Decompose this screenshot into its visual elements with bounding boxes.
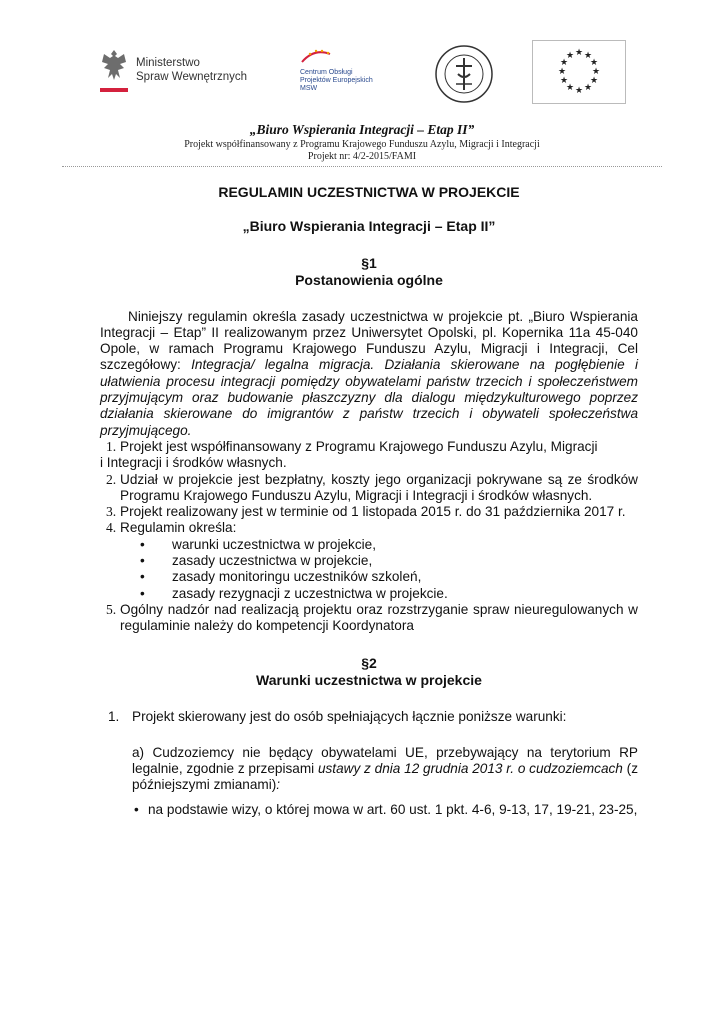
- condition-a-paragraph: [100, 745, 638, 794]
- svg-text:★: ★: [583, 83, 593, 93]
- flag-stripe: [100, 88, 128, 92]
- bullet-icon: •: [140, 585, 145, 601]
- svg-text:★: ★: [574, 86, 584, 96]
- list-item: [100, 439, 638, 455]
- centrum-line3: MSW: [300, 85, 318, 92]
- bullet-item: [100, 586, 638, 602]
- item-text: Ogólny nadzór nad realizacją projektu oraz rozstrzyganie spraw nieuregulowanych w regulaminie należy do kompetencji Koordynatora: [120, 601, 638, 634]
- bullet-icon: •: [134, 801, 139, 817]
- centrum-line2: Projektów Europejskich: [300, 77, 373, 84]
- item-continuation: i Integracji i środków własnych.: [100, 455, 287, 471]
- bullet-icon: •: [140, 569, 145, 585]
- condition-a-colon: :: [276, 777, 281, 793]
- bullet-text: na podstawie wizy, o której mowa w art. 60 ust. 1 pkt. 4-6, 9-13, 17, 19-21, 23-25,: [148, 801, 638, 817]
- bullet-text: zasady monitoringu uczestników szkoleń,: [172, 569, 422, 585]
- list-item: [100, 504, 638, 520]
- numbered-list: [100, 439, 638, 635]
- project-number: Projekt nr: 4/2-2015/FAMI: [307, 151, 417, 162]
- condition-a-italic: ustawy z dnia 12 grudnia 2013 r. o cudzoziemcach: [317, 761, 623, 777]
- section1-heading: Postanowienia ogólne: [295, 271, 443, 288]
- intro-paragraph: [100, 309, 638, 439]
- eagle-emblem-icon: [100, 48, 128, 92]
- ministry-logo: [100, 48, 247, 92]
- centrum-line1: Centrum Obsługi: [300, 69, 353, 76]
- svg-text:★: ★: [583, 51, 593, 61]
- intro-plain-text: Niniejszy regulamin określa zasady uczestnictwa w projekcie pt. „Biuro Wspierania Integracji – Etap” II realizowanym przez Uniwersytet Opolski, pl. Kopernika 11a 45-040 Opole, w ramach Programu Krajowego Funduszu Azylu, Migracji i Integracji, Cel szczegółowy:: [100, 308, 638, 373]
- bullet-item: [100, 553, 638, 569]
- eu-stars-icon: [533, 41, 625, 103]
- svg-text:★: ★: [589, 76, 599, 86]
- document-title: REGULAMIN UCZESTNICTWA W PROJEKCIE: [218, 184, 520, 200]
- item-text: Regulamin określa:: [120, 520, 237, 536]
- svg-text:★: ★: [559, 76, 569, 86]
- university-seal: [434, 44, 494, 104]
- project-cofinance-line: [0, 139, 724, 163]
- item-text: Projekt jest współfinansowany z Programu Krajowego Funduszu Azylu, Migracji: [120, 438, 598, 454]
- bullet-text: warunki uczestnictwa w projekcie,: [172, 536, 376, 552]
- item-number: 3.: [106, 504, 117, 520]
- section2-symbol: §2: [361, 654, 377, 671]
- intro-italic-text: Integracja/ legalna migracja. Działania skierowane na pogłębienie i ułatwienia procesu integracji pomiędzy obywatelami państw trzecich i społeczeństwem przyjmującym oraz budowanie płaszczyzny dla dialogu międzykulturowego poprzez działania skierowane do imigrantów z państw trzecich i obywateli społeczeństwa przyjmującego.: [100, 357, 638, 438]
- bullet-text: zasady rezygnacji z uczestnictwa w projekcie.: [172, 585, 448, 601]
- section1-symbol: §1: [361, 254, 377, 271]
- item-number: 5.: [106, 601, 117, 617]
- bullet-item: [100, 569, 638, 585]
- header-logos: [0, 40, 724, 110]
- item-number: 2.: [106, 471, 117, 487]
- condition-a-end: (z późniejszymi zmianami): [132, 761, 638, 793]
- list-item: [100, 520, 638, 536]
- svg-text:★: ★: [565, 51, 575, 61]
- centrum-logo: [300, 48, 390, 93]
- project-title: „Biuro Wspierania Integracji – Etap II”: [249, 122, 475, 137]
- document-subtitle: „Biuro Wspierania Integracji – Etap II”: [242, 218, 496, 235]
- item-text: Udział w projekcie jest bezpłatny, koszty jego organizacji pokrywane są ze środków Programu Krajowego Funduszu Azylu, Migracji i Integracji i środków własnych.: [120, 471, 638, 503]
- ministry-name-line1: Ministerstwo: [136, 57, 200, 69]
- svg-text:★: ★: [557, 67, 567, 77]
- bullet-item: [100, 537, 638, 553]
- condition-bullet-item: [100, 802, 638, 818]
- list-item: [100, 602, 638, 635]
- item-number: 1.: [106, 438, 117, 454]
- centrum-arc-icon: [300, 48, 340, 64]
- item-text: Projekt skierowany jest do osób spełniających łącznie poniższe warunki:: [132, 708, 567, 724]
- bullet-icon: •: [140, 536, 145, 552]
- svg-text:★: ★: [591, 67, 601, 77]
- item-text: Projekt realizowany jest w terminie od 1 listopada 2015 r. do 31 października 2017 r.: [120, 504, 626, 520]
- cofinance-text: Projekt współfinansowany z Programu Krajowego Funduszu Azylu, Migracji i Integracji: [184, 139, 540, 150]
- list-item: [100, 472, 638, 505]
- bullet-icon: •: [140, 553, 145, 569]
- svg-text:★: ★: [559, 58, 569, 68]
- item-number: 1.: [108, 708, 120, 724]
- section2-list-item: [100, 709, 638, 725]
- section2-heading: Warunki uczestnictwa w projekcie: [256, 671, 482, 688]
- svg-text:★: ★: [589, 58, 599, 68]
- condition-a-plain: a) Cudzoziemcy nie będący obywatelami UE, przebywający na terytorium RP legalnie, zgodnie z przepisami: [132, 744, 638, 777]
- eu-flag-logo: [532, 40, 626, 104]
- bullet-text: zasady uczestnictwa w projekcie,: [172, 553, 373, 569]
- ministry-name-line2: Spraw Wewnętrznych: [136, 71, 247, 83]
- item-number: 4.: [106, 520, 117, 536]
- svg-text:★: ★: [565, 83, 575, 93]
- header-divider: [62, 166, 662, 167]
- document-body: [100, 180, 638, 818]
- svg-text:★: ★: [574, 48, 584, 58]
- university-seal-icon: [434, 44, 494, 104]
